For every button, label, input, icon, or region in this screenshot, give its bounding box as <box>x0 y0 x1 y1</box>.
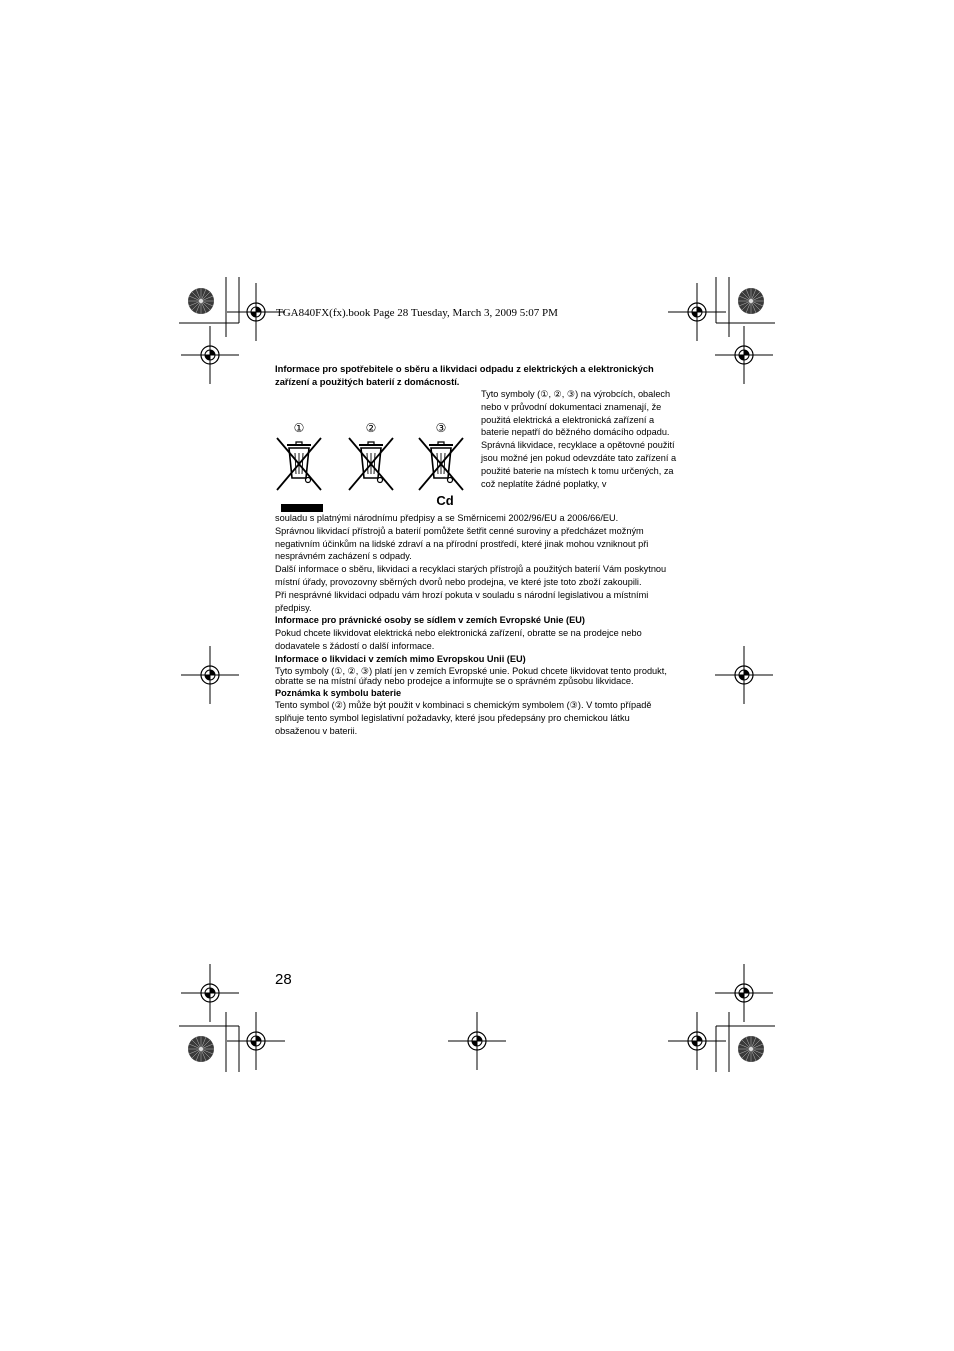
section-title: Informace pro spotřebitele o sběru a likvidaci odpadu z elektrických a elektronických zařízení a použitých baterií z domácností. <box>275 363 654 387</box>
page-number: 28 <box>275 971 292 988</box>
crossed-bin-icon-3 <box>419 438 463 490</box>
black-bar-icon <box>281 504 323 512</box>
waste-bin-symbols <box>275 388 475 512</box>
document-body <box>275 362 677 738</box>
resources-paragraph: Správnou likvidací přístrojů a baterií pomůžete šetřit cenné suroviny a předcházet možným negativním účinkům na lidské zdraví a na přírodní prostředí, které jinak mohou vzniknout při nesprávném zacházení s odpady. <box>275 525 649 562</box>
directive-paragraph: souladu s platnými národnímu předpisy a se Směrnicemi 2002/96/EU a 2006/66/EU. <box>275 513 619 523</box>
disposal-paragraph: Správná likvidace, recyklace a opětovné použití jsou možné jen pokud odevzdáte tato zařízení a použité baterie na místech k tomu určených, za což neplatíte žádné poplatky, v <box>481 440 677 489</box>
info-paragraph: Další informace o sběru, likvidaci a recyklaci starých přístrojů a použitých baterií Vám poskytnou místní úřady, provozovny sběrných dvorů nebo prodejna, ve které jste toto zboží zakoupili. <box>275 564 667 587</box>
symbols-paragraph: Tyto symboly (①, ②, ③) na výrobcích, obalech nebo v průvodní dokumentaci znamenají, že použitá elektrická a elektronická zařízení a baterie nepatří do běžného domácího odpadu. <box>481 389 671 438</box>
outside-eu-paragraph: Tyto symboly (①, ②, ③) platí jen v zemích Evropské unie. Pokud chcete likvidovat tento produkt, obratte se na místní úřady nebo prodejce a informujte se o správném způsobu likvidace. <box>275 665 667 687</box>
symbol-label-2: ② <box>365 421 377 435</box>
penalty-paragraph: Při nesprávné likvidaci odpadu vám hrozí pokuta v souladu s národní legislativou a místními předpisy. <box>275 589 649 613</box>
crossed-bin-icon-1 <box>277 438 321 490</box>
business-paragraph: Pokud chcete likvidovat elektrická nebo elektronická zařízení, obratte se na prodejce nebo dodavatele s žádostí o další informace. <box>275 628 642 651</box>
symbols-description <box>481 388 677 490</box>
symbol-label-1: ① <box>293 421 305 435</box>
cd-chemical-symbol: Cd <box>436 493 454 508</box>
battery-heading: Poznámka k symbolu baterie <box>275 687 402 698</box>
outside-eu-heading: Informace o likvidaci v zemích mimo Evropskou Unii (EU) <box>275 653 526 664</box>
symbol-label-3: ③ <box>435 421 447 435</box>
print-header: TGA840FX(fx).book Page 28 Tuesday, March 3, 2009 5:07 PM <box>276 307 558 319</box>
business-heading: Informace pro právnické osoby se sídlem v zemích Evropské Unie (EU) <box>275 615 585 626</box>
crossed-bin-icon-2 <box>349 438 393 490</box>
symbols-row <box>275 388 677 512</box>
battery-paragraph: Tento symbol (②) může být použit v kombinaci s chemickým symbolem (③). V tomto případě splňuje tento symbol legislativní požadavky, které jsou předepsány pro chemickou látku obsaženou v baterii. <box>275 700 652 736</box>
